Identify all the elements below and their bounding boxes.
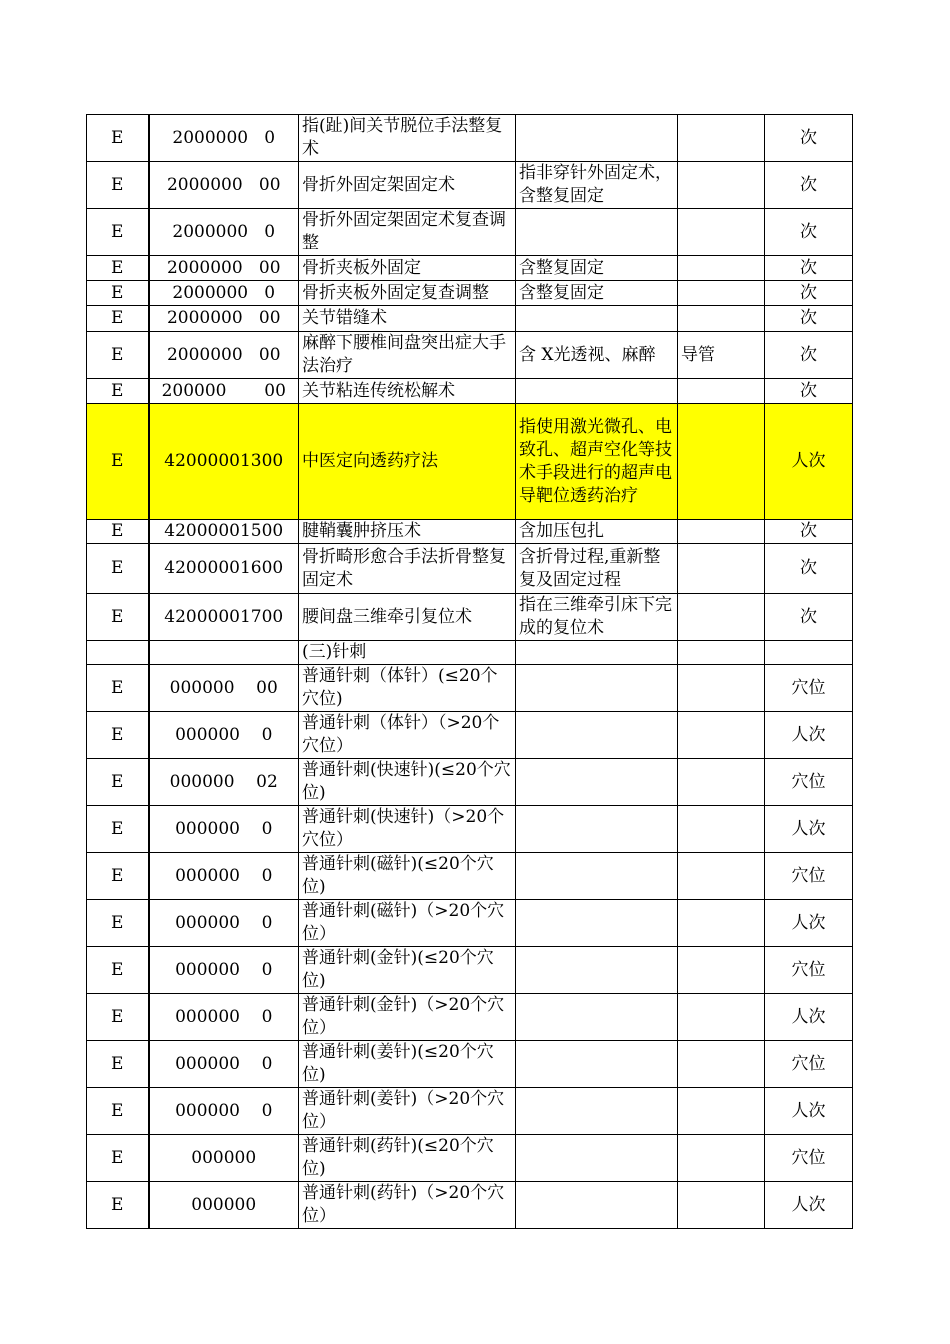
table-row: [87, 281, 853, 306]
description-cell: [516, 712, 678, 759]
table-row: [87, 162, 853, 209]
item-name-cell: 关节错缝术: [299, 306, 516, 332]
category-cell: E: [87, 594, 149, 641]
category-cell: E: [87, 853, 149, 900]
code-cell: 000000 02: [149, 759, 299, 806]
table-row: [87, 759, 853, 806]
unit-cell: 人次: [765, 1088, 853, 1135]
category-cell: E: [87, 209, 149, 256]
category-cell: E: [87, 1088, 149, 1135]
table-row: [87, 712, 853, 759]
code-cell: 000000 0: [149, 1088, 299, 1135]
unit-cell: 次: [765, 162, 853, 209]
description-cell: [516, 900, 678, 947]
category-cell: E: [87, 1041, 149, 1088]
item-name-cell: 骨折夹板外固定: [299, 256, 516, 281]
category-cell: E: [87, 1182, 149, 1229]
table-row: [87, 1041, 853, 1088]
item-name-cell: 普通针刺(磁针)(≤20个穴位): [299, 853, 516, 900]
code-cell: 42000001600: [149, 544, 299, 594]
description-cell: 指非穿针外固定术，含整复固定: [516, 162, 678, 209]
category-cell: E: [87, 404, 149, 520]
description-cell: 含折骨过程,重新整复及固定过程: [516, 544, 678, 594]
exclusion-cell: [678, 115, 765, 162]
table-row: [87, 209, 853, 256]
category-cell: E: [87, 665, 149, 712]
category-cell: E: [87, 947, 149, 994]
code-cell: 42000001300: [149, 404, 299, 520]
exclusion-cell: [678, 379, 765, 404]
exclusion-cell: [678, 641, 765, 665]
description-cell: [516, 1041, 678, 1088]
description-cell: 含整复固定: [516, 281, 678, 306]
unit-cell: 穴位: [765, 1135, 853, 1182]
description-cell: [516, 1182, 678, 1229]
item-name-cell: 普通针刺(金针)（>20个穴位）: [299, 994, 516, 1041]
table-row: [87, 665, 853, 712]
unit-cell: 穴位: [765, 853, 853, 900]
description-cell: [516, 379, 678, 404]
table-row: [87, 544, 853, 594]
item-name-cell: 骨折外固定架固定术复查调整: [299, 209, 516, 256]
code-cell: 42000001500: [149, 520, 299, 544]
description-cell: [516, 806, 678, 853]
code-cell: 2000000 00: [149, 332, 299, 379]
unit-cell: 次: [765, 281, 853, 306]
exclusion-cell: 导管: [678, 332, 765, 379]
description-cell: 指使用激光微孔、电致孔、超声空化等技术手段进行的超声电导靶位透药治疗: [516, 404, 678, 520]
description-cell: [516, 665, 678, 712]
unit-cell: 穴位: [765, 947, 853, 994]
unit-cell: 人次: [765, 712, 853, 759]
description-cell: 含加压包扎: [516, 520, 678, 544]
exclusion-cell: [678, 162, 765, 209]
exclusion-cell: [678, 281, 765, 306]
description-cell: 指在三维牵引床下完成的复位术: [516, 594, 678, 641]
exclusion-cell: [678, 209, 765, 256]
table-row: [87, 853, 853, 900]
description-cell: [516, 759, 678, 806]
description-cell: [516, 947, 678, 994]
item-name-cell: 骨折夹板外固定复查调整: [299, 281, 516, 306]
item-name-cell: 普通针刺(姜针)(≤20个穴位): [299, 1041, 516, 1088]
table-row: [87, 947, 853, 994]
description-cell: [516, 853, 678, 900]
code-cell: 000000 0: [149, 1041, 299, 1088]
table-row: [87, 594, 853, 641]
unit-cell: 次: [765, 115, 853, 162]
item-name-cell: 普通针刺(药针)（>20个穴位）: [299, 1182, 516, 1229]
description-cell: [516, 994, 678, 1041]
exclusion-cell: [678, 594, 765, 641]
exclusion-cell: [678, 1041, 765, 1088]
code-cell: 2000000 0: [149, 281, 299, 306]
exclusion-cell: [678, 1182, 765, 1229]
unit-cell: 人次: [765, 806, 853, 853]
exclusion-cell: [678, 404, 765, 520]
unit-cell: 人次: [765, 994, 853, 1041]
unit-cell: 次: [765, 520, 853, 544]
item-name-cell: 普通针刺(姜针)（>20个穴位）: [299, 1088, 516, 1135]
table-row: [87, 994, 853, 1041]
item-name-cell: 普通针刺（体针）（>20个穴位）: [299, 712, 516, 759]
item-name-cell: (三)针刺: [299, 641, 516, 665]
unit-cell: 穴位: [765, 1041, 853, 1088]
table-row: [87, 332, 853, 379]
item-name-cell: 关节粘连传统松解术: [299, 379, 516, 404]
category-cell: E: [87, 900, 149, 947]
exclusion-cell: [678, 759, 765, 806]
table-row: [87, 1135, 853, 1182]
code-cell: 000000 0: [149, 853, 299, 900]
code-cell: 2000000 00: [149, 256, 299, 281]
table-row: [87, 256, 853, 281]
unit-cell: [765, 641, 853, 665]
code-cell: [149, 641, 299, 665]
category-cell: [87, 641, 149, 665]
category-cell: E: [87, 520, 149, 544]
item-name-cell: 腰间盘三维牵引复位术: [299, 594, 516, 641]
code-cell: 200000 00: [149, 379, 299, 404]
category-cell: E: [87, 379, 149, 404]
item-name-cell: 普通针刺(快速针)(≤20个穴位): [299, 759, 516, 806]
table-row: [87, 806, 853, 853]
code-cell: 2000000 0: [149, 115, 299, 162]
code-cell: 000000 0: [149, 947, 299, 994]
category-cell: E: [87, 806, 149, 853]
category-cell: E: [87, 332, 149, 379]
table-row: [87, 1088, 853, 1135]
description-cell: [516, 1088, 678, 1135]
item-name-cell: 腱鞘囊肿挤压术: [299, 520, 516, 544]
description-cell: [516, 1135, 678, 1182]
unit-cell: 人次: [765, 404, 853, 520]
exclusion-cell: [678, 1088, 765, 1135]
exclusion-cell: [678, 947, 765, 994]
code-cell: 000000: [149, 1182, 299, 1229]
description-cell: 含整复固定: [516, 256, 678, 281]
unit-cell: 穴位: [765, 665, 853, 712]
item-name-cell: 普通针刺(磁针)（>20个穴位）: [299, 900, 516, 947]
exclusion-cell: [678, 853, 765, 900]
code-cell: 000000 0: [149, 806, 299, 853]
category-cell: E: [87, 1135, 149, 1182]
item-name-cell: 骨折畸形愈合手法折骨整复固定术: [299, 544, 516, 594]
exclusion-cell: [678, 520, 765, 544]
exclusion-cell: [678, 256, 765, 281]
category-cell: E: [87, 759, 149, 806]
description-cell: [516, 641, 678, 665]
category-cell: E: [87, 544, 149, 594]
category-cell: E: [87, 712, 149, 759]
item-name-cell: 骨折外固定架固定术: [299, 162, 516, 209]
table-body: [87, 115, 853, 1229]
category-cell: E: [87, 281, 149, 306]
item-name-cell: 指(趾)间关节脱位手法整复术: [299, 115, 516, 162]
code-cell: 000000 00: [149, 665, 299, 712]
table-row: [87, 306, 853, 332]
unit-cell: 次: [765, 379, 853, 404]
code-cell: 000000 0: [149, 900, 299, 947]
code-cell: 000000 0: [149, 712, 299, 759]
item-name-cell: 麻醉下腰椎间盘突出症大手法治疗: [299, 332, 516, 379]
unit-cell: 穴位: [765, 759, 853, 806]
exclusion-cell: [678, 806, 765, 853]
category-cell: E: [87, 115, 149, 162]
description-cell: [516, 306, 678, 332]
table-row: [87, 115, 853, 162]
code-cell: 2000000 00: [149, 306, 299, 332]
unit-cell: 次: [765, 544, 853, 594]
unit-cell: 人次: [765, 1182, 853, 1229]
table-row: [87, 520, 853, 544]
description-cell: 含 X光透视、麻醉: [516, 332, 678, 379]
item-name-cell: 普通针刺(药针)(≤20个穴位): [299, 1135, 516, 1182]
unit-cell: 次: [765, 256, 853, 281]
unit-cell: 人次: [765, 900, 853, 947]
table-row: [87, 1182, 853, 1229]
exclusion-cell: [678, 1135, 765, 1182]
item-name-cell: 普通针刺（体针）(≤20个穴位): [299, 665, 516, 712]
code-cell: 2000000 00: [149, 162, 299, 209]
exclusion-cell: [678, 900, 765, 947]
unit-cell: 次: [765, 209, 853, 256]
exclusion-cell: [678, 712, 765, 759]
table-row: [87, 900, 853, 947]
price-table: [86, 114, 853, 1229]
exclusion-cell: [678, 994, 765, 1041]
exclusion-cell: [678, 544, 765, 594]
category-cell: E: [87, 994, 149, 1041]
table-row: [87, 379, 853, 404]
category-cell: E: [87, 256, 149, 281]
item-name-cell: 普通针刺(快速针)（>20个穴位）: [299, 806, 516, 853]
category-cell: E: [87, 162, 149, 209]
table-row: [87, 404, 853, 520]
description-cell: [516, 209, 678, 256]
code-cell: 000000: [149, 1135, 299, 1182]
code-cell: 000000 0: [149, 994, 299, 1041]
code-cell: 42000001700: [149, 594, 299, 641]
item-name-cell: 普通针刺(金针)(≤20个穴位): [299, 947, 516, 994]
unit-cell: 次: [765, 332, 853, 379]
unit-cell: 次: [765, 306, 853, 332]
item-name-cell: 中医定向透药疗法: [299, 404, 516, 520]
unit-cell: 次: [765, 594, 853, 641]
exclusion-cell: [678, 665, 765, 712]
exclusion-cell: [678, 306, 765, 332]
code-cell: 2000000 0: [149, 209, 299, 256]
table-row: [87, 641, 853, 665]
category-cell: E: [87, 306, 149, 332]
description-cell: [516, 115, 678, 162]
